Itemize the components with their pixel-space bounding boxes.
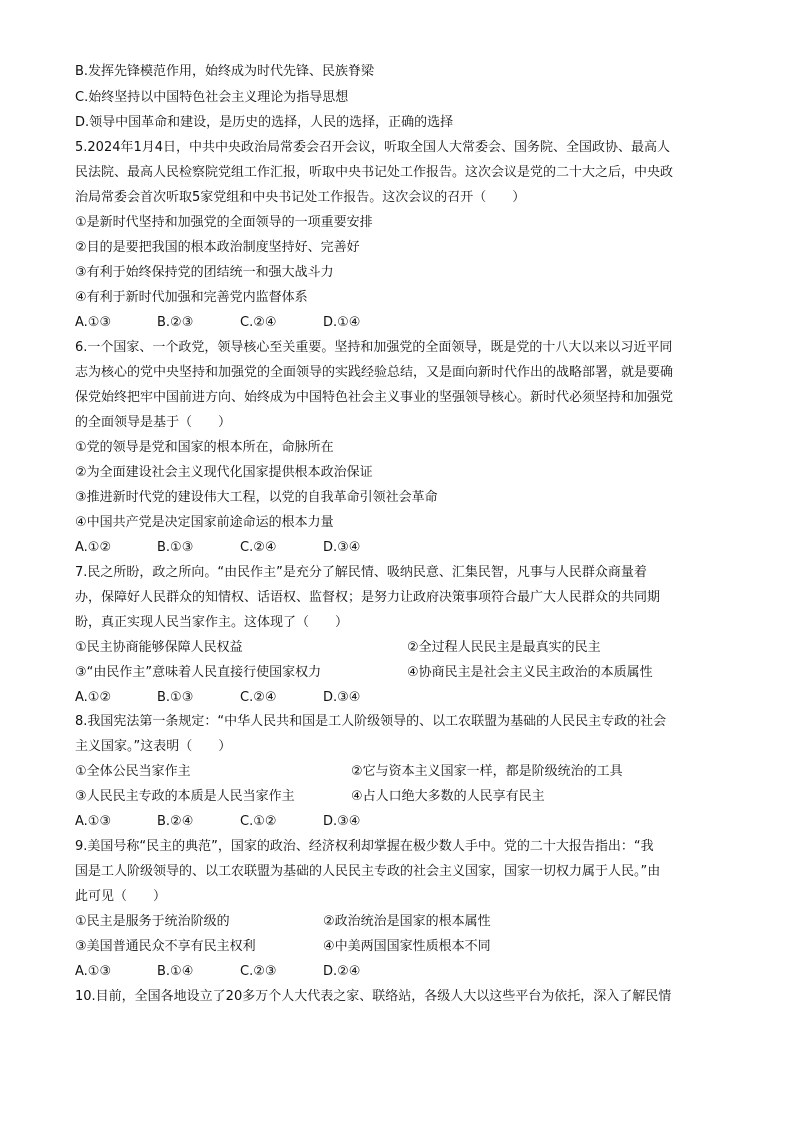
option-b-line: B.发挥先锋模范作用，始终成为时代先锋、民族脊梁 bbox=[75, 64, 375, 79]
option-d-line: D.领导中国革命和建设，是历史的选择，人民的选择，正确的选择 bbox=[75, 115, 454, 130]
answer-option: B.①③ bbox=[157, 690, 194, 705]
answer-option: B.①④ bbox=[157, 964, 194, 979]
question-6-text: 6.一个国家、一个政党，领导核心至关重要。坚持和加强党的全面领导，既是党的十八大以来以习近平同 bbox=[75, 340, 673, 355]
question-9-text: 此可见（ ） bbox=[75, 889, 167, 904]
answer-option: A.①③ bbox=[75, 814, 112, 829]
statement-line: ③美国普通民众不享有民主权利 bbox=[75, 939, 256, 954]
answer-option: C.②④ bbox=[240, 690, 277, 705]
answer-option: D.①④ bbox=[323, 315, 361, 330]
answer-option: B.②④ bbox=[157, 814, 194, 829]
question-7-text: 办，保障好人民群众的知情权、话语权、监督权；是努力让政府决策事项符合最广大人民群众的共同期 bbox=[75, 590, 661, 605]
statement-line: ④协商民主是社会主义民主政治的本质属性 bbox=[407, 665, 653, 680]
statement-line: ③有利于始终保持党的团结统一和强大战斗力 bbox=[75, 265, 334, 280]
question-8-text: 主义国家。”这表明（ ） bbox=[75, 739, 232, 754]
statement-line: ④有利于新时代加强和完善党内监督体系 bbox=[75, 290, 308, 305]
statement-line: ①是新时代坚持和加强党的全面领导的一项重要安排 bbox=[75, 215, 373, 230]
answer-option: C.①② bbox=[240, 814, 277, 829]
answer-option: A.①② bbox=[75, 540, 112, 555]
statement-line: ③人民民主专政的本质是人民当家作主 bbox=[75, 789, 295, 804]
statement-line: ④中国共产党是决定国家前途命运的根本力量 bbox=[75, 515, 334, 530]
statement-line: ②全过程人民民主是最真实的民主 bbox=[407, 640, 601, 655]
answer-option: A.①② bbox=[75, 690, 112, 705]
question-6-text: 的全面领导是基于（ ） bbox=[75, 415, 232, 430]
question-8-text: 8.我国宪法第一条规定：“中华人民共和国是工人阶级领导的、以工农联盟为基础的人民民主专政的社会 bbox=[75, 714, 667, 729]
question-5-text: 5.2024年1月4日，中共中央政治局常委会召开会议，听取全国人大常委会、国务院、全国政协、最高人 bbox=[75, 140, 671, 155]
answer-option: C.②④ bbox=[240, 315, 277, 330]
statement-line: ②为全面建设社会主义现代化国家提供根本政治保证 bbox=[75, 465, 373, 480]
statement-line: ①民主协商能够保障人民权益 bbox=[75, 640, 243, 655]
statement-line: ②政治统治是国家的根本属性 bbox=[323, 914, 491, 929]
answer-option: C.②③ bbox=[240, 964, 277, 979]
answer-option: A.①③ bbox=[75, 964, 112, 979]
answer-option: B.①③ bbox=[157, 540, 194, 555]
question-7-text: 7.民之所盼，政之所向。“由民作主”是充分了解民情、吸纳民意、汇集民智，凡事与人民群众商量着 bbox=[75, 565, 647, 580]
answer-option: C.②④ bbox=[240, 540, 277, 555]
statement-line: ①党的领导是党和国家的根本所在，命脉所在 bbox=[75, 440, 334, 455]
statement-line: ③“由民作主”意味着人民直接行使国家权力 bbox=[75, 665, 322, 680]
answer-option: B.②③ bbox=[157, 315, 194, 330]
question-9-text: 国是工人阶级领导的、以工农联盟为基础的人民民主专政的社会主义国家，国家一切权力属于人民。”由 bbox=[75, 864, 661, 879]
statement-line: ①全体公民当家作主 bbox=[75, 764, 191, 779]
question-6-text: 保党始终把牢中国前进方向、始终成为中国特色社会主义事业的坚强领导核心。新时代必须坚持和加强党 bbox=[75, 390, 674, 405]
question-10-text: 10.目前，全国各地设立了20多万个人大代表之家、联络站，各级人大以这些平台为依托，深入了解民情 bbox=[75, 989, 672, 1004]
statement-line: ③推进新时代党的建设伟大工程，以党的自我革命引领社会革命 bbox=[75, 490, 438, 505]
statement-line: ②它与资本主义国家一样，都是阶级统治的工具 bbox=[351, 764, 623, 779]
answer-option: D.②④ bbox=[323, 964, 361, 979]
question-5-text: 民法院、最高人民检察院党组工作汇报，听取中央书记处工作报告。这次会议是党的二十大之后，中央政 bbox=[75, 165, 674, 180]
answer-option: D.③④ bbox=[323, 814, 361, 829]
question-5-text: 治局常委会首次听取5家党组和中央书记处工作报告。这次会议的召开（ ） bbox=[75, 190, 526, 205]
question-9-text: 9.美国号称“民主的典范”，国家的政治、经济权利却掌握在极少数人手中。党的二十大报告指出：“我 bbox=[75, 839, 654, 854]
option-c-line: C.始终坚持以中国特色社会主义理论为指导思想 bbox=[75, 90, 349, 105]
question-7-text: 盼，真正实现人民当家作主。这体现了（ ） bbox=[75, 615, 349, 630]
question-6-text: 志为核心的党中央坚持和加强党的全面领导的实践经验总结，又是面向新时代作出的战略部署，就是要确 bbox=[75, 365, 674, 380]
answer-option: D.③④ bbox=[323, 540, 361, 555]
statement-line: ①民主是服务于统治阶级的 bbox=[75, 914, 230, 929]
statement-line: ②目的是要把我国的根本政治制度坚持好、完善好 bbox=[75, 240, 360, 255]
statement-line: ④占人口绝大多数的人民享有民主 bbox=[351, 789, 545, 804]
answer-option: A.①③ bbox=[75, 315, 112, 330]
answer-option: D.③④ bbox=[323, 690, 361, 705]
statement-line: ④中美两国国家性质根本不同 bbox=[323, 939, 491, 954]
